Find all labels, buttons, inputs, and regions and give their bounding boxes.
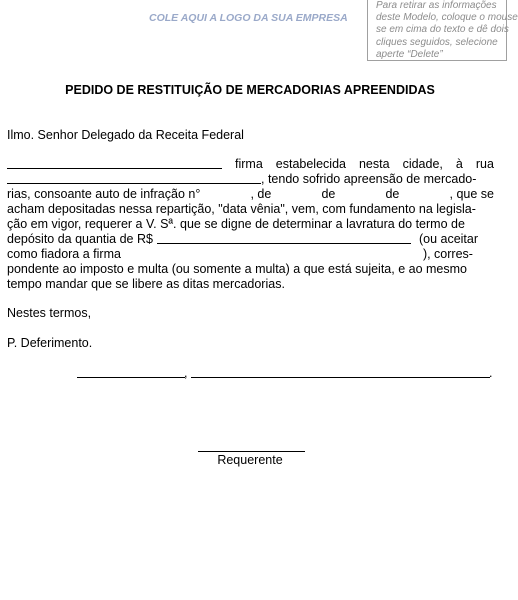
instructions-box: [367, 0, 518, 61]
blank-amount: [157, 232, 411, 244]
body-word: rua: [475, 157, 494, 171]
place-date-period: .: [489, 366, 493, 380]
body-line-4: acham depositadas nessa repartição, "data vênia", vem, com fundamento na legisla-: [7, 202, 476, 216]
instructions-line: cliques seguidos, selecione: [376, 36, 498, 48]
body-line-1: [7, 157, 494, 171]
place-line: [77, 377, 185, 378]
closing-line: Nestes termos,: [7, 306, 92, 320]
body-line-5: ção em vigor, requerer a V. Sª. que se digne de determinar a lavratura do termo de: [7, 217, 465, 231]
body-text: como fiadora a firma: [7, 247, 121, 261]
body-text: , tendo sofrido apreensão de mercado-: [261, 172, 477, 186]
salutation: Ilmo. Senhor Delegado da Receita Federal: [7, 128, 244, 142]
instructions-line: deste Modelo, coloque o mouse: [376, 12, 518, 24]
body-text: depósito da quantia de R$: [7, 232, 153, 246]
body-text: ), corres-: [422, 247, 473, 261]
body-word: , de: [250, 187, 272, 201]
body-text: rias, consoante auto de infração n°: [7, 187, 201, 201]
signature-label: Requerente: [217, 453, 283, 467]
body-line-9: tempo mandar que se libere as ditas mercadorias.: [7, 277, 285, 291]
blank-firm-name: [7, 157, 222, 169]
body-text: (ou aceitar: [418, 232, 479, 246]
body-word: cidade,: [402, 157, 443, 171]
logo-placeholder: COLE AQUI A LOGO DA SUA EMPRESA: [149, 12, 348, 24]
body-line-6: [7, 232, 494, 246]
date-line: [191, 377, 490, 378]
body-word: de: [321, 187, 336, 201]
body-line-8: pondente ao imposto e multa (ou somente a multa) a que está sujeita, e ao mesmo: [7, 262, 467, 276]
signature-line: [198, 451, 305, 452]
blank-guarantor: [121, 247, 423, 261]
document-title: PEDIDO DE RESTITUIÇÃO DE MERCADORIAS APREENDIDAS: [65, 83, 435, 97]
body-word: firma: [235, 157, 263, 171]
instructions-line: Para retirar as informações: [376, 0, 497, 11]
body-word: à: [455, 157, 463, 171]
body-line-7: [7, 247, 494, 261]
blank-street: [7, 172, 261, 184]
place-date-comma: ,: [184, 366, 188, 380]
body-word: de: [385, 187, 400, 201]
closing-line: P. Deferimento.: [7, 336, 93, 350]
body-word: nesta: [358, 157, 390, 171]
body-line-2: [7, 172, 494, 186]
instructions-line: aperte “Delete”: [376, 48, 443, 60]
body-word: estabelecida: [275, 157, 346, 171]
body-word: , que se: [449, 187, 494, 201]
body-line-3: [7, 187, 494, 201]
instructions-line: se em cima do texto e dê dois: [376, 24, 509, 36]
